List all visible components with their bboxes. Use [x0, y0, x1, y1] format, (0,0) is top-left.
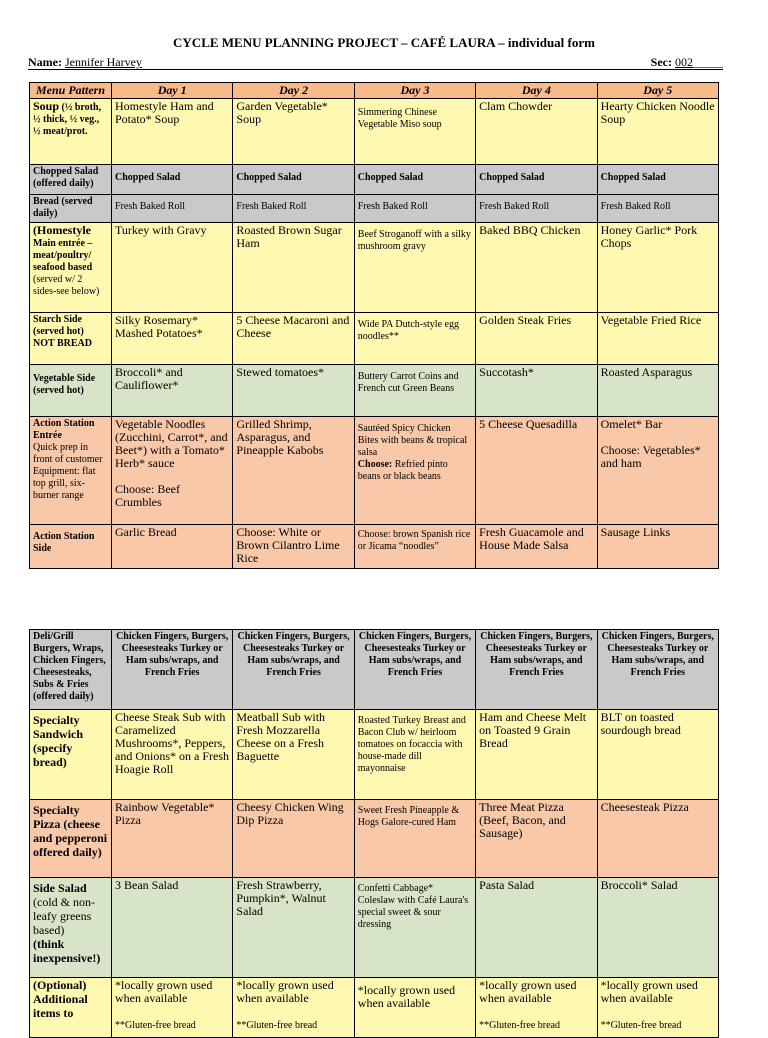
optional-row [30, 978, 719, 1038]
salad-day-2: Chopped Salad [233, 165, 354, 195]
bread-day-5: Fresh Baked Roll [597, 195, 718, 223]
pizza-row [30, 800, 719, 878]
action-entree-label: Action Station Entrée Quick prep in front of customer Equipment: flat top grill, six-burner range [30, 417, 112, 525]
starch-day-5: Vegetable Fried Rice [597, 313, 718, 365]
vegetable-day-2: Stewed tomatoes* [233, 365, 354, 417]
menu-table-top [29, 82, 719, 569]
salad-day-4: Chopped Salad [476, 165, 597, 195]
optional-day-4: *locally grown used when available **Gluten-free bread [476, 978, 597, 1038]
sec-value: 002 [675, 55, 693, 69]
bread-day-1: Fresh Baked Roll [112, 195, 233, 223]
action-entree-day-5: Omelet* Bar Choose: Vegetables* and ham [597, 417, 718, 525]
action-side-day-2: Choose: White or Brown Cilantro Lime Rice [233, 525, 354, 569]
pizza-day-3: Sweet Fresh Pineapple & Hogs Galore-cured Ham [354, 800, 475, 878]
header-day-4: Day 4 [476, 83, 597, 99]
starch-day-3: Wide PA Dutch-style egg noodles** [354, 313, 475, 365]
side-salad-label: Side Salad (cold & non-leafy greens based) (think inexpensive!) [30, 878, 112, 978]
pizza-day-5: Cheesesteak Pizza [597, 800, 718, 878]
section-field: Sec: 002_____ [650, 55, 723, 69]
pizza-day-4: Three Meat Pizza (Beef, Bacon, and Sausage) [476, 800, 597, 878]
bread-label: Bread (served daily) [30, 195, 112, 223]
deli-day-1: Chicken Fingers, Burgers, Cheesesteaks Turkey or Ham subs/wraps, and French Fries [112, 630, 233, 710]
side-salad-day-2: Fresh Strawberry, Pumpkin*, Walnut Salad [233, 878, 354, 978]
sandwich-day-5: BLT on toasted sourdough bread [597, 710, 718, 800]
starch-row [30, 313, 719, 365]
action-side-day-1: Garlic Bread [112, 525, 233, 569]
name-line [28, 55, 723, 70]
header-menu-pattern: Menu Pattern [30, 83, 112, 99]
homestyle-day-3: Beef Stroganoff with a silky mushroom gravy [354, 223, 475, 313]
header-row [30, 83, 719, 99]
form-title: CYCLE MENU PLANNING PROJECT – CAFÉ LAURA – individual form [173, 35, 595, 50]
header-day-2: Day 2 [233, 83, 354, 99]
starch-day-4: Golden Steak Fries [476, 313, 597, 365]
soup-day-3: Simmering Chinese Vegetable Miso soup [354, 99, 475, 165]
vegetable-day-3: Buttery Carrot Coins and French cut Green Beans [354, 365, 475, 417]
bread-day-4: Fresh Baked Roll [476, 195, 597, 223]
pizza-day-2: Cheesy Chicken Wing Dip Pizza [233, 800, 354, 878]
sandwich-row [30, 710, 719, 800]
homestyle-day-1: Turkey with Gravy [112, 223, 233, 313]
header-day-3: Day 3 [354, 83, 475, 99]
vegetable-day-4: Succotash* [476, 365, 597, 417]
sandwich-day-3: Roasted Turkey Breast and Bacon Club w/ heirloom tomatoes on focaccia with house-made dill mayonnaise [354, 710, 475, 800]
pizza-label: Specialty Pizza (cheese and pepperoni offered daily) [30, 800, 112, 878]
name-label: Name: [28, 55, 62, 69]
salad-day-1: Chopped Salad [112, 165, 233, 195]
header-day-1: Day 1 [112, 83, 233, 99]
name-value: Jennifer Harvey [64, 55, 142, 69]
salad-day-5: Chopped Salad [597, 165, 718, 195]
action-side-day-4: Fresh Guacamole and House Made Salsa [476, 525, 597, 569]
bread-row [30, 195, 719, 223]
side-salad-day-3: Confetti Cabbage* Coleslaw with Café Laura's special sweet & sour dressing [354, 878, 475, 978]
homestyle-day-5: Honey Garlic* Pork Chops [597, 223, 718, 313]
menu-table-bottom [29, 629, 719, 1038]
side-salad-day-4: Pasta Salad [476, 878, 597, 978]
action-entree-row [30, 417, 719, 525]
vegetable-row [30, 365, 719, 417]
soup-day-2: Garden Vegetable* Soup [233, 99, 354, 165]
salad-row [30, 165, 719, 195]
header-day-5: Day 5 [597, 83, 718, 99]
action-entree-day-2: Grilled Shrimp, Asparagus, and Pineapple Kabobs [233, 417, 354, 525]
action-entree-day-1: Vegetable Noodles (Zucchini, Carrot*, and Beet*) with a Tomato* Herb* sauce Choose: Beef Crumbles [112, 417, 233, 525]
bread-day-3: Fresh Baked Roll [354, 195, 475, 223]
sandwich-day-4: Ham and Cheese Melt on Toasted 9 Grain Bread [476, 710, 597, 800]
deli-day-2: Chicken Fingers, Burgers, Cheesesteaks Turkey or Ham subs/wraps, and French Fries [233, 630, 354, 710]
homestyle-day-4: Baked BBQ Chicken [476, 223, 597, 313]
action-entree-day-3: Sautéed Spicy Chicken Bites with beans & tropical salsa Choose: Refried pinto beans or black beans [354, 417, 475, 525]
sandwich-day-1: Cheese Steak Sub with Caramelized Mushrooms*, Peppers, and Onions* on a Fresh Hoagie Roll [112, 710, 233, 800]
vegetable-label: Vegetable Side (served hot) [30, 365, 112, 417]
action-side-label: Action Station Side [30, 525, 112, 569]
pizza-day-1: Rainbow Vegetable* Pizza [112, 800, 233, 878]
deli-row [30, 630, 719, 710]
side-salad-row [30, 878, 719, 978]
action-entree-day-4: 5 Cheese Quesadilla [476, 417, 597, 525]
optional-day-3: *locally grown used when available [354, 978, 475, 1038]
vegetable-day-5: Roasted Asparagus [597, 365, 718, 417]
soup-label: Soup (½ broth, ½ thick, ½ veg., ½ meat/prot. [30, 99, 112, 165]
action-side-row [30, 525, 719, 569]
deli-day-5: Chicken Fingers, Burgers, Cheesesteaks Turkey or Ham subs/wraps, and French Fries [597, 630, 718, 710]
homestyle-day-2: Roasted Brown Sugar Ham [233, 223, 354, 313]
side-salad-day-5: Broccoli* Salad [597, 878, 718, 978]
deli-day-3: Chicken Fingers, Burgers, Cheesesteaks Turkey or Ham subs/wraps, and French Fries [354, 630, 475, 710]
optional-label: (Optional) Additional items to [30, 978, 112, 1038]
deli-label: Deli/Grill Burgers, Wraps, Chicken Fingers, Cheesesteaks, Subs & Fries (offered daily) [30, 630, 112, 710]
soup-day-5: Hearty Chicken Noodle Soup [597, 99, 718, 165]
starch-day-1: Silky Rosemary* Mashed Potatoes* [112, 313, 233, 365]
starch-label: Starch Side (served hot) NOT BREAD [30, 313, 112, 365]
sandwich-day-2: Meatball Sub with Fresh Mozzarella Cheese on a Fresh Baguette [233, 710, 354, 800]
sandwich-label: Specialty Sandwich (specify bread) [30, 710, 112, 800]
optional-day-5: *locally grown used when available **Gluten-free bread [597, 978, 718, 1038]
bread-day-2: Fresh Baked Roll [233, 195, 354, 223]
optional-day-2: *locally grown used when available **Gluten-free bread [233, 978, 354, 1038]
action-side-day-5: Sausage Links [597, 525, 718, 569]
salad-day-3: Chopped Salad [354, 165, 475, 195]
soup-row [30, 99, 719, 165]
soup-day-1: Homestyle Ham and Potato* Soup [112, 99, 233, 165]
vegetable-day-1: Broccoli* and Cauliflower* [112, 365, 233, 417]
starch-day-2: 5 Cheese Macaroni and Cheese [233, 313, 354, 365]
homestyle-row [30, 223, 719, 313]
homestyle-label: (Homestyle Main entrée – meat/poultry/ seafood based (served w/ 2 sides-see below) [30, 223, 112, 313]
sec-label: Sec: [650, 55, 672, 69]
action-side-day-3: Choose: brown Spanish rice or Jicama “noodles” [354, 525, 475, 569]
salad-label: Chopped Salad (offered daily) [30, 165, 112, 195]
deli-day-4: Chicken Fingers, Burgers, Cheesesteaks Turkey or Ham subs/wraps, and French Fries [476, 630, 597, 710]
optional-day-1: *locally grown used when available **Gluten-free bread [112, 978, 233, 1038]
soup-day-4: Clam Chowder [476, 99, 597, 165]
side-salad-day-1: 3 Bean Salad [112, 878, 233, 978]
